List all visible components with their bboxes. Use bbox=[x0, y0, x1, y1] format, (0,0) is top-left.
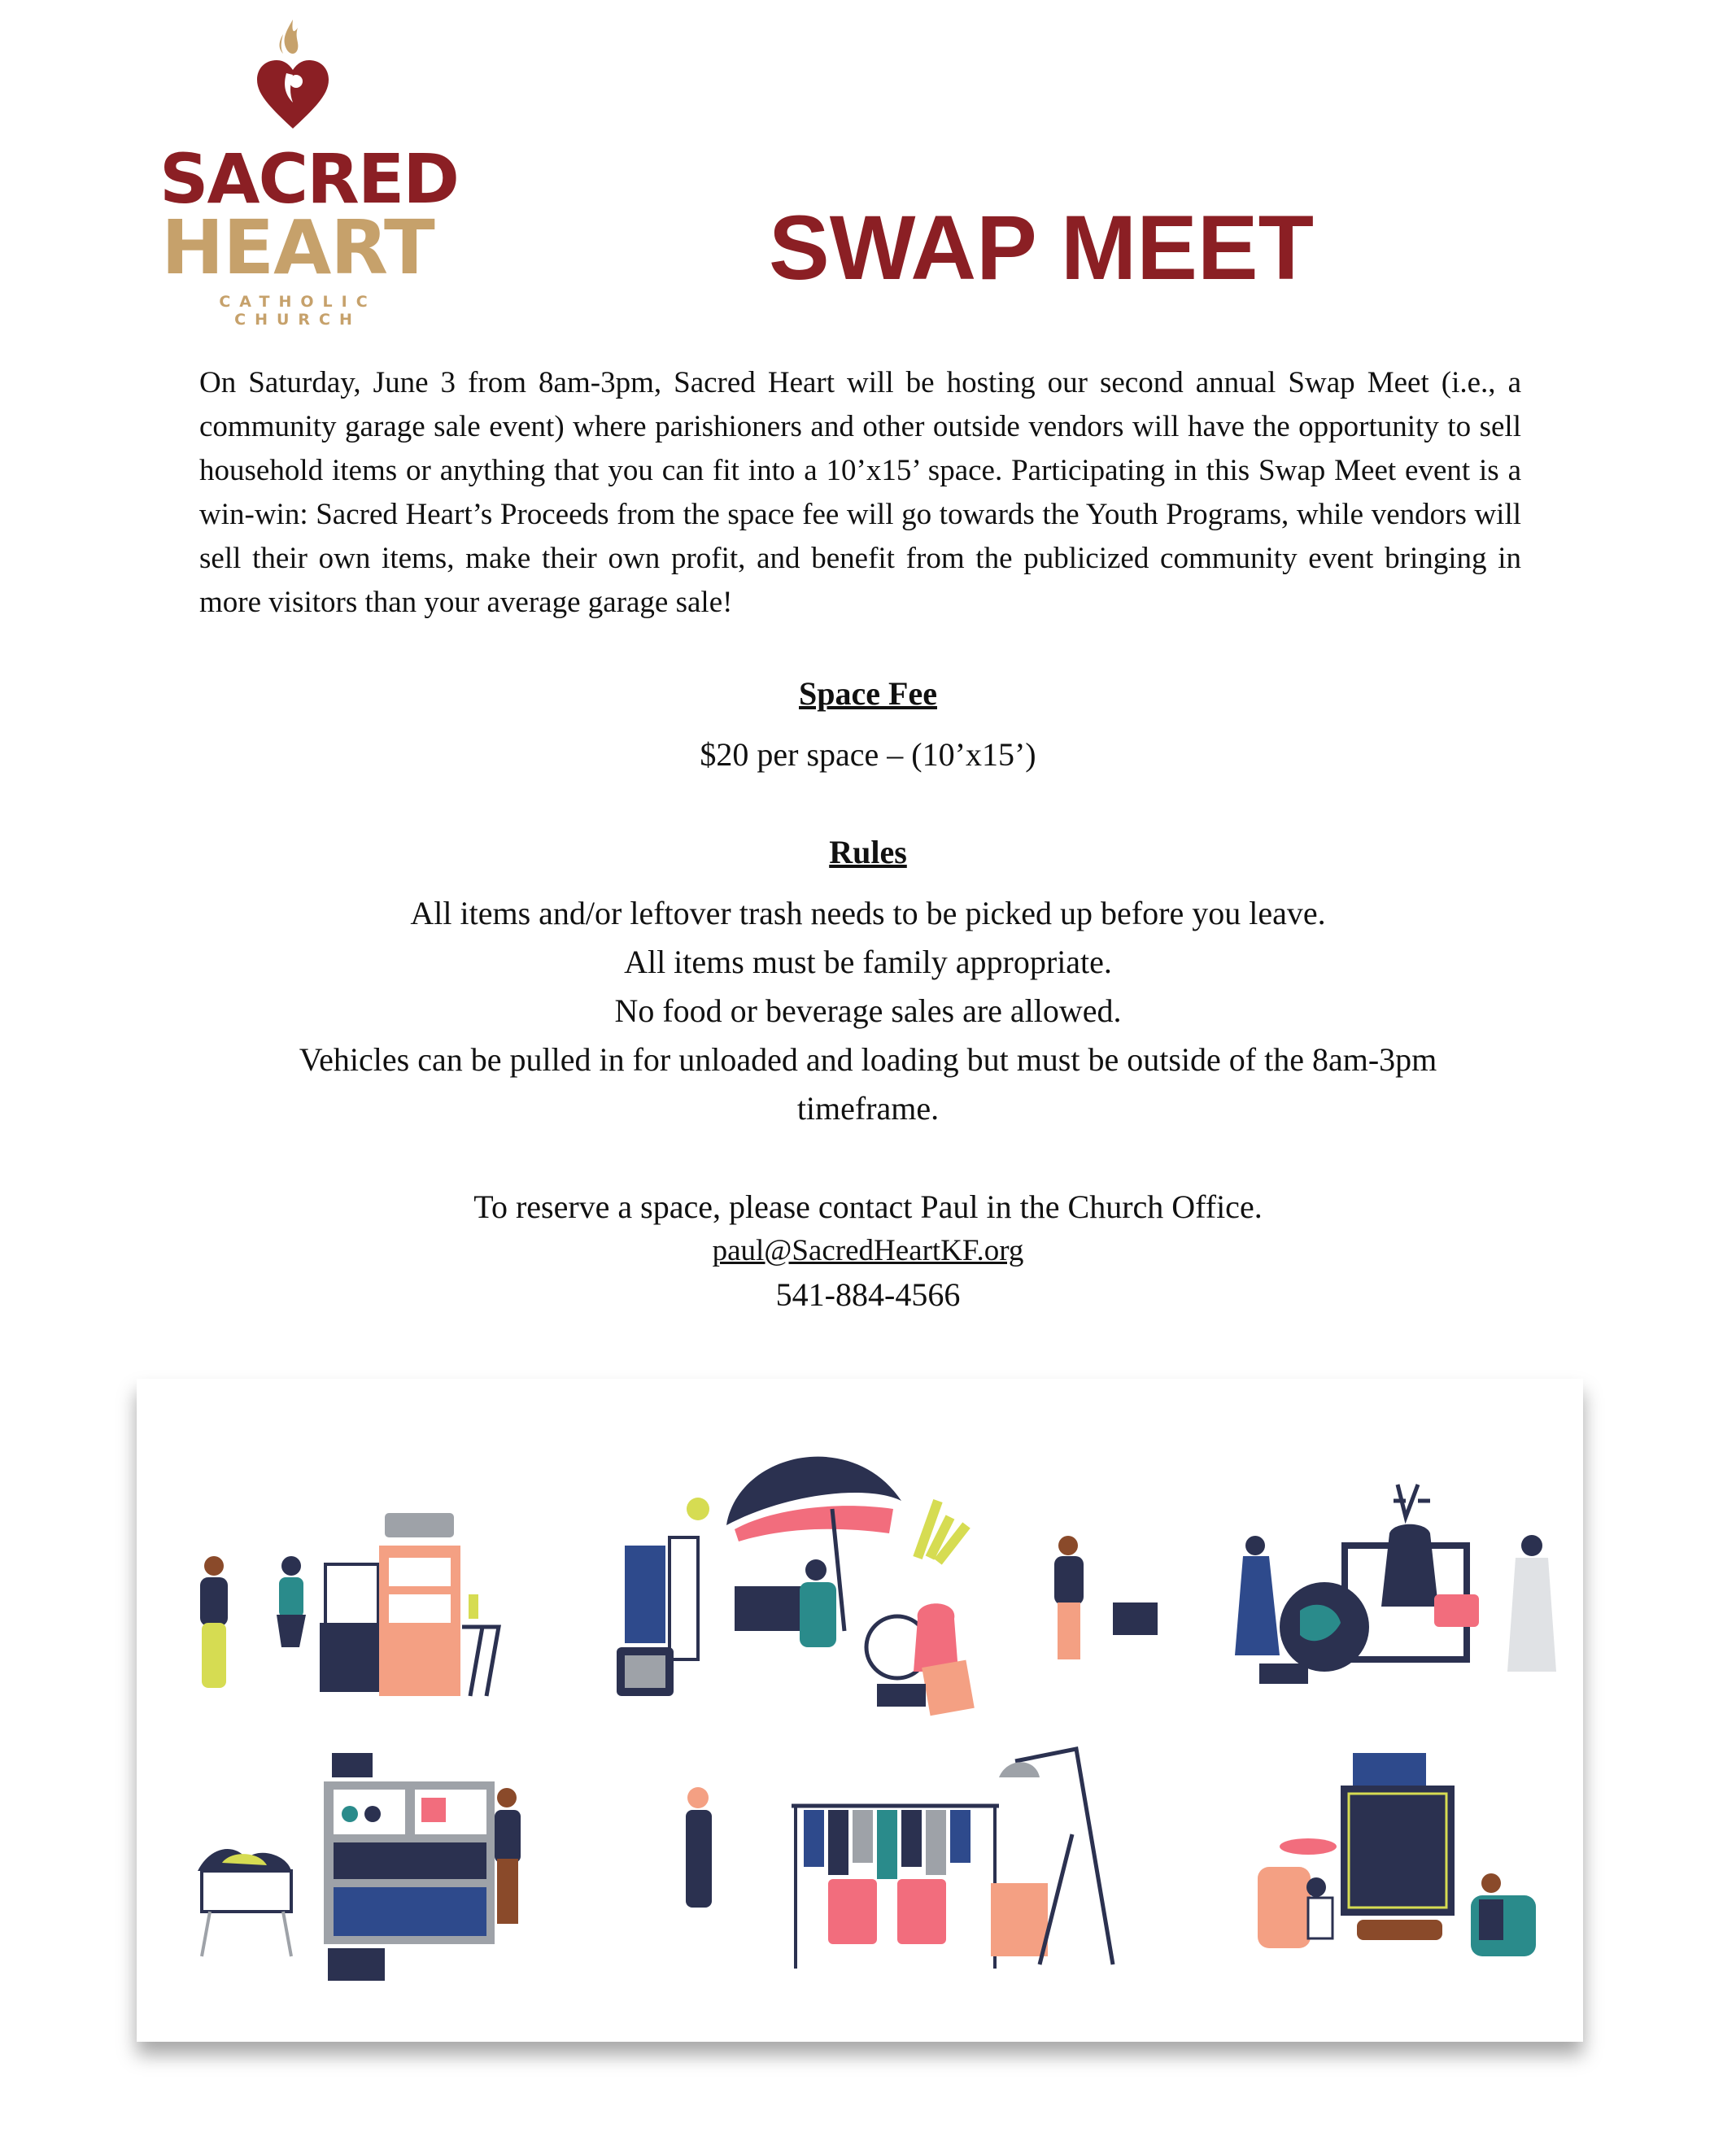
scene-shelves bbox=[198, 1753, 521, 1981]
space-fee-text: $20 per space – (10’x15’) bbox=[700, 736, 1036, 773]
contact-phone-row bbox=[0, 1271, 1736, 1319]
scene-clothing-rack bbox=[686, 1749, 1113, 1969]
rules-section bbox=[0, 831, 1736, 874]
contact-section bbox=[0, 1183, 1736, 1232]
space-fee-text-row bbox=[0, 730, 1736, 779]
rule-item: timeframe. bbox=[796, 1090, 940, 1127]
rule-item: Vehicles can be pulled in for unloaded and loading but must be outside of the 8am-3pm bbox=[299, 1041, 1437, 1078]
space-fee-heading: Space Fee bbox=[799, 675, 937, 712]
contact-email-link[interactable]: paul@SacredHeartKF.org bbox=[712, 1234, 1024, 1267]
space-fee-section bbox=[0, 672, 1736, 716]
rules-list bbox=[0, 889, 1736, 1133]
church-logo bbox=[159, 16, 458, 329]
intro-paragraph: On Saturday, June 3 from 8am-3pm, Sacred Heart will be hosting our second annual Swap Meet (i.e., a community garage sale event) where parishioners and other outside vendors will have the opportunity to sell household items or anything that you can fit into a 10’x15’ space. Participating in this Swap Meet event is a win-win: Sacred Heart’s Proceeds from the space fee will go towards the Youth Programs, while vendors will sell their own items, make their own profit, and benefit from the publicized community event bringing in more visitors than your average garage sale! bbox=[199, 366, 1521, 619]
page-title: SWAP MEET bbox=[768, 197, 1315, 299]
scene-umbrella-stall bbox=[617, 1457, 975, 1716]
swap-meet-illustration bbox=[137, 1379, 1583, 2042]
rules-heading: Rules bbox=[829, 834, 907, 870]
scene-cozy-shop bbox=[1258, 1753, 1536, 1956]
logo-text-catholic-church: CATHOLIC CHURCH bbox=[219, 293, 377, 329]
contact-text: To reserve a space, please contact Paul in the Church Office. bbox=[473, 1188, 1263, 1225]
rule-item: All items and/or leftover trash needs to be picked up before you leave. bbox=[410, 895, 1326, 931]
contact-email-row bbox=[0, 1230, 1736, 1272]
scene-globe-antiques bbox=[1054, 1485, 1556, 1684]
logo-text-heart: HEART bbox=[161, 204, 434, 291]
rule-item: All items must be family appropriate. bbox=[624, 944, 1112, 980]
contact-phone: 541-884-4566 bbox=[775, 1276, 961, 1313]
rule-item: No food or beverage sales are allowed. bbox=[614, 992, 1122, 1029]
logo-text-sacred: SACRED bbox=[159, 139, 458, 219]
flaming-heart-icon bbox=[254, 16, 332, 130]
scene-women-furniture bbox=[200, 1513, 499, 1696]
